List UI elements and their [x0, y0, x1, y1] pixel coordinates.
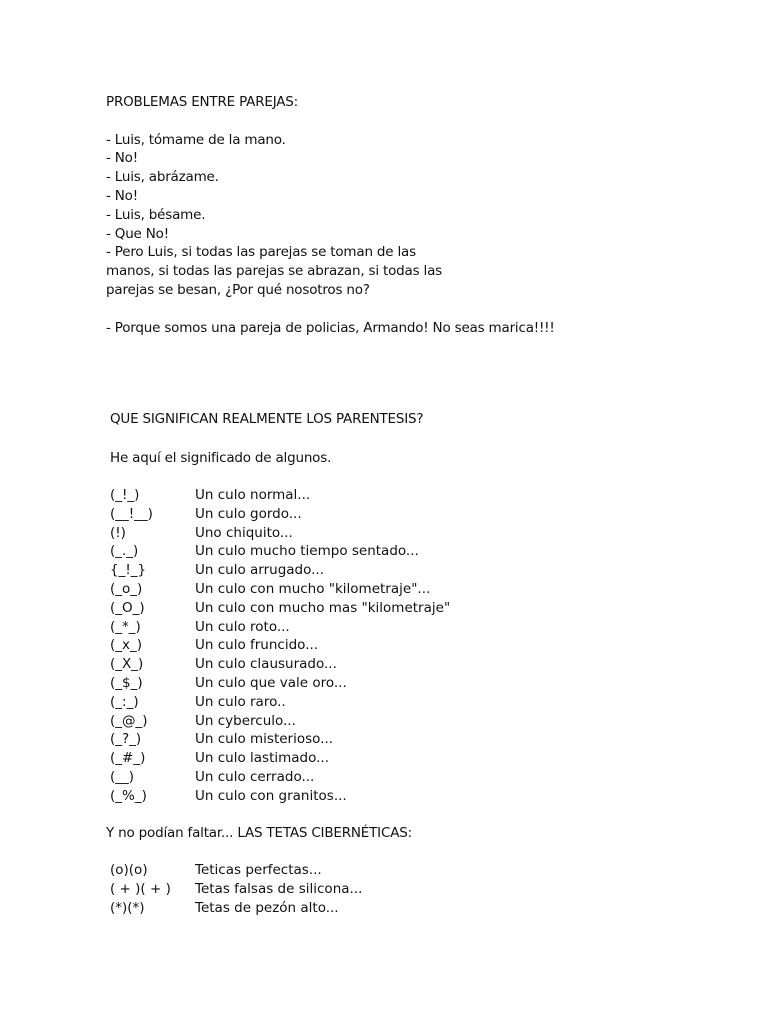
symbol: (o)(o) [110, 862, 148, 878]
list-item [110, 636, 450, 655]
meaning: Un culo mucho tiempo sentado... [195, 543, 419, 560]
meaning: Un culo arrugado... [195, 562, 325, 579]
list-item [110, 880, 362, 899]
dialogue-line: - No! [106, 150, 138, 167]
meaning: Teticas perfectas... [195, 862, 322, 878]
list-item [110, 486, 450, 505]
symbol: (__!__) [110, 505, 153, 522]
dialogue-line: parejas se besan, ¿Por qué nosotros no? [106, 281, 370, 298]
list-item [110, 899, 362, 918]
list-item [110, 712, 450, 731]
symbol: (_._) [110, 543, 139, 560]
meaning: Un culo con mucho mas "kilometraje" [195, 599, 451, 616]
symbol: (_O_) [110, 599, 145, 616]
meaning: Un culo fruncido... [195, 637, 319, 654]
list-item [110, 674, 450, 693]
symbol: (_:_) [110, 693, 139, 710]
symbol: (_o_) [110, 580, 143, 597]
meaning: Un culo normal... [195, 487, 311, 503]
symbol-list [110, 486, 450, 806]
meaning: Un culo lastimado... [195, 750, 329, 767]
symbol: (_!_) [110, 487, 140, 503]
meaning: Un culo con granitos... [195, 787, 347, 804]
symbol: {_!_} [110, 562, 147, 579]
meaning: Un culo gordo... [195, 505, 302, 522]
dialogue-line: - Luis, tómame de la mano. [106, 131, 286, 148]
list-item [110, 861, 362, 880]
meaning: Un culo raro.. [195, 693, 286, 710]
list-item [110, 768, 450, 787]
section-title: PROBLEMAS ENTRE PAREJAS: [106, 94, 298, 110]
list-item [110, 599, 450, 618]
dialogue-line: - Pero Luis, si todas las parejas se toman de las [106, 244, 416, 261]
list-item [110, 693, 450, 712]
symbol: (_X_) [110, 656, 144, 673]
punchline: - Porque somos una pareja de policias, Armando! No seas marica!!!! [106, 319, 555, 336]
list-item [110, 580, 450, 599]
symbol: (_$_) [110, 674, 143, 691]
section-problemas-entre-parejas [106, 93, 555, 337]
list-item [110, 787, 450, 806]
section-title-parentesis: QUE SIGNIFICAN REALMENTE LOS PARENTESIS? [110, 411, 424, 427]
symbol: (_%_) [110, 787, 147, 804]
symbol: (*)(*) [110, 899, 145, 916]
dialogue-line: - Luis, abrázame. [106, 169, 219, 186]
meaning: Un culo con mucho "kilometraje"... [195, 580, 431, 597]
list-item [110, 730, 450, 749]
meaning: Un culo misterioso... [195, 731, 334, 748]
dialogue-line: - No! [106, 187, 138, 204]
meaning: Un culo roto... [195, 618, 290, 635]
meaning: Tetas falsas de silicona... [195, 880, 363, 897]
section-title-tetas: Y no podían faltar... LAS TETAS CIBERNÉTICAS: [106, 825, 412, 841]
list-item [110, 561, 450, 580]
meaning: Un culo clausurado... [195, 656, 337, 673]
dialogue-line: - Luis, bésame. [106, 206, 206, 223]
meaning: Un culo cerrado... [195, 768, 315, 785]
symbol: (_x_) [110, 637, 143, 654]
list-item [110, 655, 450, 674]
symbol: (!) [110, 524, 126, 541]
meaning: Un cyberculo... [195, 712, 296, 729]
symbol: (__) [110, 768, 135, 785]
symbol: (_#_) [110, 750, 146, 767]
section-intro: He aquí el significado de algunos. [110, 450, 332, 466]
meaning: Tetas de pezón alto... [195, 899, 339, 916]
dialogue-line: - Que No! [106, 225, 169, 242]
list-item [110, 524, 450, 543]
symbol: ( + )( + ) [110, 880, 171, 897]
meaning: Un culo que vale oro... [195, 674, 347, 691]
symbol: (_@_) [110, 712, 148, 729]
list-item [110, 505, 450, 524]
dialogue-line: manos, si todas las parejas se abrazan, si todas las [106, 263, 442, 280]
tetas-list [110, 861, 362, 917]
meaning: Uno chiquito... [195, 524, 293, 541]
symbol: (_*_) [110, 618, 141, 635]
symbol: (_?_) [110, 731, 142, 748]
list-item [110, 749, 450, 768]
list-item [110, 542, 450, 561]
list-item [110, 618, 450, 637]
